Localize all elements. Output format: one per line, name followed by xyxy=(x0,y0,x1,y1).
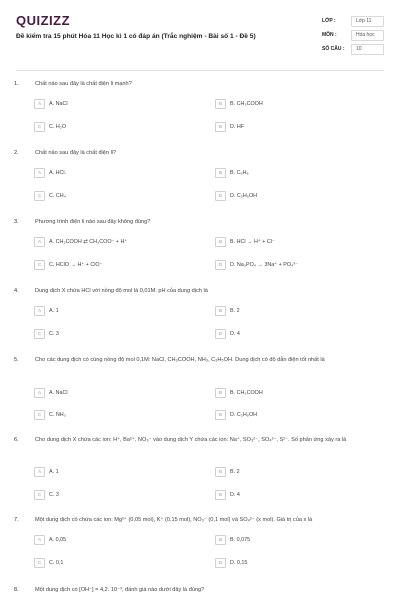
option-b[interactable] xyxy=(215,167,249,179)
option-c[interactable] xyxy=(34,409,66,421)
option-d[interactable] xyxy=(215,409,257,421)
question-text: Cho dung dịch X chứa các ion: H⁺, Ba²⁺, NO₃⁻ vào dung dịch Y chứa các ion: Na⁺, SO₃²⁻, SO₄²⁻, S²⁻. Số phản ứng xảy ra là xyxy=(35,437,347,443)
option-d[interactable] xyxy=(215,557,247,569)
option-letter-box: D xyxy=(215,410,226,420)
option-a[interactable] xyxy=(34,236,127,248)
option-a[interactable] xyxy=(34,534,66,546)
option-letter-box: D xyxy=(215,558,226,568)
option-text: D. C₂H₅OH xyxy=(230,412,258,418)
option-letter-box: C xyxy=(34,329,45,339)
question-text: Chất nào sau đây là chất điện li mạnh? xyxy=(35,81,132,87)
quizizz-logo: QUIZIZZ xyxy=(16,13,71,28)
option-text: B. HCl → H⁺ + Cl⁻ xyxy=(230,239,275,245)
option-text: B. CH₃COOH xyxy=(230,101,263,107)
meta-value: 10 xyxy=(351,44,384,55)
question-text: Chất nào sau đây là chất điện li? xyxy=(35,150,117,156)
option-c[interactable] xyxy=(34,190,66,202)
option-d[interactable] xyxy=(215,259,298,271)
option-letter-box: D xyxy=(215,122,226,132)
question-text: Một dung dịch có [OH⁻] = 4,2. 10⁻³, đánh giá nào dưới đây là đúng? xyxy=(35,587,205,593)
header xyxy=(0,0,400,66)
option-d[interactable] xyxy=(215,190,257,202)
meta-row-subject xyxy=(322,28,384,42)
option-text: C. 0,1 xyxy=(49,560,64,566)
meta-row-class xyxy=(322,14,384,28)
meta-value: Hóa học xyxy=(351,30,384,41)
option-c[interactable] xyxy=(34,557,63,569)
option-d[interactable] xyxy=(215,489,240,501)
option-text: B. CH₃COOH xyxy=(230,390,263,396)
question-number: 8. xyxy=(14,587,19,593)
option-letter-box: D xyxy=(215,490,226,500)
option-b[interactable] xyxy=(215,534,250,546)
option-letter-box: A xyxy=(34,99,45,109)
option-text: C. HClO → H⁺ + ClO⁻ xyxy=(49,262,103,268)
option-text: C. H₂O xyxy=(49,124,67,130)
option-text: C. CH₄ xyxy=(49,193,66,199)
option-letter-box: C xyxy=(34,122,45,132)
option-letter-box: D xyxy=(215,260,226,270)
option-b[interactable] xyxy=(215,305,240,317)
option-b[interactable] xyxy=(215,98,263,110)
option-c[interactable] xyxy=(34,121,66,133)
question-number: 6. xyxy=(14,437,19,443)
option-text: A. 1 xyxy=(49,469,59,475)
option-letter-box: B xyxy=(215,306,226,316)
option-letter-box: A xyxy=(34,535,45,545)
document-title: Đề kiểm tra 15 phút Hóa 11 Học kì 1 có đáp án (Trắc nghiệm - Bài số 1 - Đề 5) xyxy=(16,33,256,40)
option-letter-box: D xyxy=(215,329,226,339)
option-c[interactable] xyxy=(34,328,59,340)
option-text: D. 4 xyxy=(230,331,240,337)
option-text: B. 2 xyxy=(230,308,240,314)
question-number: 7. xyxy=(14,517,19,523)
option-a[interactable] xyxy=(34,167,66,179)
divider xyxy=(16,70,384,71)
meta-table xyxy=(322,14,384,56)
option-b[interactable] xyxy=(215,466,240,478)
option-text: D. Na₃PO₄ → 3Na⁺ + PO₄³⁻ xyxy=(230,262,298,268)
question-text: Phương trình điện li nào sau đây không đúng? xyxy=(35,219,151,225)
option-letter-box: C xyxy=(34,260,45,270)
question-text: Dung dịch X chứa HCl với nồng độ mol là 0,01M. pH của dung dịch là xyxy=(35,288,208,294)
option-letter-box: B xyxy=(215,388,226,398)
option-c[interactable] xyxy=(34,489,59,501)
option-a[interactable] xyxy=(34,387,68,399)
option-text: A. CH₃COOH ⇄ CH₃COO⁻ + H⁺ xyxy=(49,239,128,245)
option-letter-box: C xyxy=(34,191,45,201)
option-letter-box: B xyxy=(215,237,226,247)
meta-row-count xyxy=(322,42,384,56)
option-text: D. HF xyxy=(230,124,245,130)
option-letter-box: C xyxy=(34,558,45,568)
option-letter-box: B xyxy=(215,99,226,109)
option-text: D. 0,15 xyxy=(230,560,248,566)
option-text: C. 3 xyxy=(49,492,59,498)
question-number: 3. xyxy=(14,219,19,225)
option-text: A. NaCl xyxy=(49,390,68,396)
option-a[interactable] xyxy=(34,466,59,478)
option-text: D. C₂H₅OH xyxy=(230,193,258,199)
meta-key: SỐ CÂU : xyxy=(322,46,345,52)
question-number: 1. xyxy=(14,81,19,87)
question-number: 4. xyxy=(14,288,19,294)
meta-value: Lớp 11 xyxy=(351,16,384,27)
option-text: B. 2 xyxy=(230,469,240,475)
option-text: A. 1 xyxy=(49,308,59,314)
option-text: C. NH₃ xyxy=(49,412,66,418)
question-text: Một dung dịch có chứa các ion: Mg²⁺ (0,05 mol), K⁺ (0,15 mol), NO₃⁻ (0,1 mol) và SO₄²⁻ (x mol). Giá trị của x là xyxy=(35,517,313,523)
option-letter-box: B xyxy=(215,535,226,545)
meta-key: LỚP : xyxy=(322,18,336,24)
question-text: Cho các dung dịch có cùng nồng độ mol 0,1M: NaCl, CH₃COOH, NH₃, C₂H₅OH. Dung dịch có độ dẫn điện tốt nhất là xyxy=(35,357,325,363)
option-letter-box: C xyxy=(34,490,45,500)
option-b[interactable] xyxy=(215,236,275,248)
option-c[interactable] xyxy=(34,259,102,271)
option-letter-box: D xyxy=(215,191,226,201)
option-d[interactable] xyxy=(215,121,244,133)
option-d[interactable] xyxy=(215,328,240,340)
option-letter-box: A xyxy=(34,237,45,247)
option-text: A. 0,05 xyxy=(49,537,67,543)
option-text: C. 3 xyxy=(49,331,59,337)
option-letter-box: A xyxy=(34,168,45,178)
option-text: B. 0,075 xyxy=(230,537,251,543)
option-text: B. C₆H₆ xyxy=(230,170,249,176)
option-text: A. HCl. xyxy=(49,170,67,176)
option-a[interactable] xyxy=(34,98,68,110)
meta-key: MÔN : xyxy=(322,32,337,38)
question-number: 5. xyxy=(14,357,19,363)
option-text: A. NaCl xyxy=(49,101,68,107)
option-letter-box: A xyxy=(34,388,45,398)
option-letter-box: B xyxy=(215,467,226,477)
option-letter-box: C xyxy=(34,410,45,420)
option-letter-box: B xyxy=(215,168,226,178)
option-b[interactable] xyxy=(215,387,263,399)
option-a[interactable] xyxy=(34,305,59,317)
option-text: D. 4 xyxy=(230,492,240,498)
option-letter-box: A xyxy=(34,467,45,477)
option-letter-box: A xyxy=(34,306,45,316)
question-number: 2. xyxy=(14,150,19,156)
